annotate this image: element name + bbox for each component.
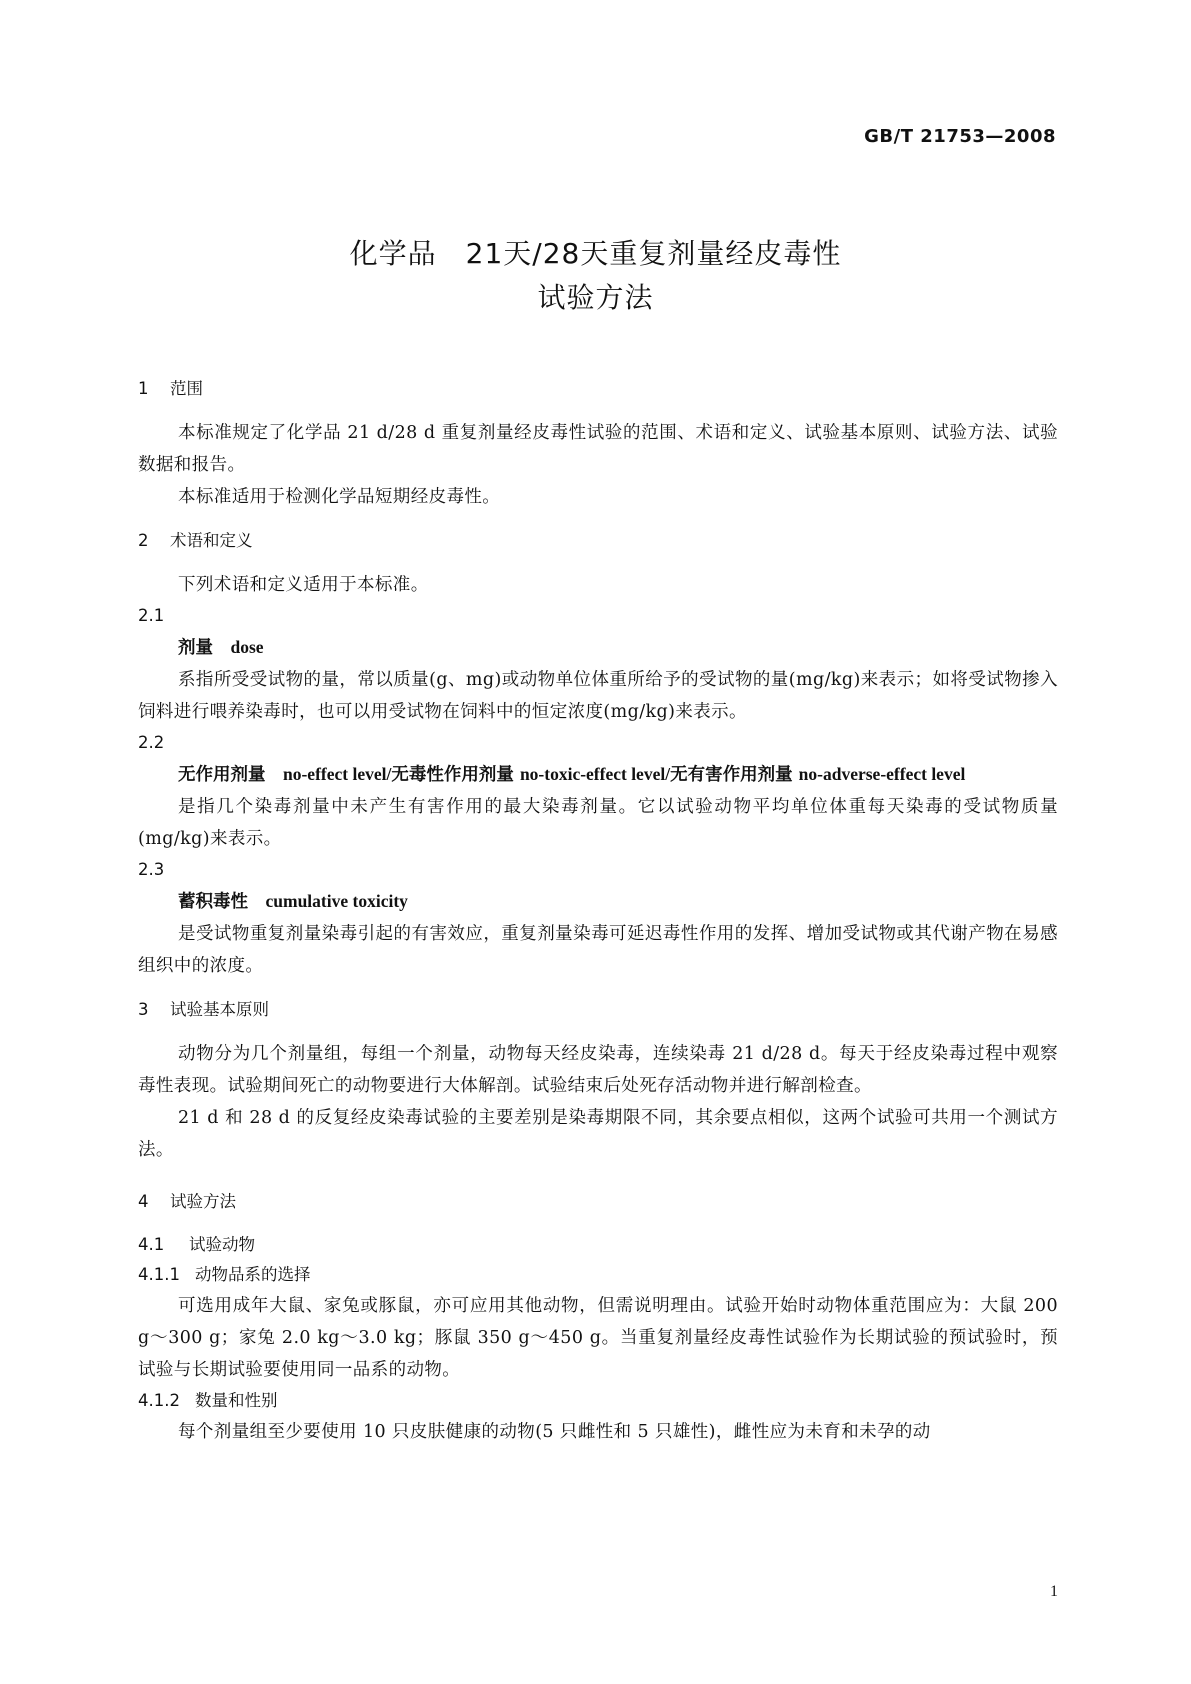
paragraph: 本标准规定了化学品 21 d/28 d 重复剂量经皮毒性试验的范围、术语和定义、试验基本原则、试验方法、试验数据和报告。 bbox=[138, 423, 1058, 475]
term-en: no-adverse-effect level bbox=[798, 764, 966, 784]
paragraph: 21 d 和 28 d 的反复经皮染毒试验的主要差别是染毒期限不同，其余要点相似，这两个试验可共用一个测试方法。 bbox=[138, 1108, 1058, 1160]
section-number: 2 bbox=[138, 531, 149, 550]
term-number: 2.3 bbox=[138, 860, 165, 879]
subsection-heading-4-1 bbox=[138, 1230, 1058, 1260]
subsection-title: 试验动物 bbox=[189, 1235, 255, 1254]
section-heading-2 bbox=[138, 527, 1058, 555]
term-number: 2.1 bbox=[138, 606, 165, 625]
term-zh: 无有害作用剂量 bbox=[670, 765, 793, 785]
term-en: dose bbox=[230, 637, 264, 657]
subsection-number: 4.1.2 bbox=[138, 1391, 180, 1410]
document-title-line-2: 试验方法 bbox=[537, 281, 654, 314]
term-heading bbox=[138, 885, 1058, 918]
paragraph: 本标准适用于检测化学品短期经皮毒性。 bbox=[178, 487, 501, 507]
subsection-title: 数量和性别 bbox=[195, 1391, 278, 1410]
section-number: 3 bbox=[138, 1000, 149, 1019]
standard-code: GB/T 21753—2008 bbox=[864, 126, 1056, 147]
document-body bbox=[138, 375, 1058, 1448]
term-heading bbox=[138, 631, 1058, 664]
subsection-number: 4.1 bbox=[138, 1235, 165, 1254]
paragraph: 可选用成年大鼠、家兔或豚鼠，亦可应用其他动物，但需说明理由。试验开始时动物体重范围应为：大鼠 200 g～300 g；家兔 2.0 kg～3.0 kg；豚鼠 350 g～450 g。当重复剂量经皮毒性试验作为长期试验的预试验时，预试验与长期试验要使用同一品系的动物。 bbox=[138, 1296, 1058, 1380]
paragraph: 下列术语和定义适用于本标准。 bbox=[178, 575, 429, 595]
term-zh: 剂量 bbox=[178, 638, 213, 658]
section-title: 试验基本原则 bbox=[170, 1000, 269, 1019]
term-en: no-effect level/ bbox=[283, 764, 392, 784]
subsection-heading-4-1-1 bbox=[138, 1260, 1058, 1290]
section-number: 4 bbox=[138, 1192, 149, 1211]
paragraph: 每个剂量组至少要使用 10 只皮肤健康的动物(5 只雌性和 5 只雄性)，雌性应为未育和未孕的动 bbox=[178, 1422, 931, 1442]
term-definition: 是受试物重复剂量染毒引起的有害效应，重复剂量染毒可延迟毒性作用的发挥、增加受试物或其代谢产物在易感组织中的浓度。 bbox=[138, 924, 1058, 976]
section-heading-4 bbox=[138, 1188, 1058, 1216]
section-heading-3 bbox=[138, 996, 1058, 1024]
document-title-line-1: 化学品 21天/28天重复剂量经皮毒性 bbox=[349, 237, 842, 270]
term-definition: 系指所受受试物的量，常以质量(g、mg)或动物单位体重所给予的受试物的量(mg/kg)来表示；如将受试物掺入饲料进行喂养染毒时，也可以用受试物在饲料中的恒定浓度(mg/kg)来表示。 bbox=[138, 670, 1058, 722]
page-number: 1 bbox=[1050, 1583, 1058, 1600]
subsection-heading-4-1-2 bbox=[138, 1386, 1058, 1416]
subsection-number: 4.1.1 bbox=[138, 1265, 180, 1284]
section-title: 试验方法 bbox=[170, 1192, 236, 1211]
term-heading bbox=[138, 758, 1058, 791]
term-number: 2.2 bbox=[138, 733, 165, 752]
term-zh: 无作用剂量 bbox=[178, 765, 266, 785]
section-number: 1 bbox=[138, 379, 149, 398]
term-zh: 无毒性作用剂量 bbox=[391, 765, 514, 785]
term-en: cumulative toxicity bbox=[265, 891, 408, 911]
section-title: 范围 bbox=[170, 379, 203, 398]
section-title: 术语和定义 bbox=[170, 531, 253, 550]
section-heading-1 bbox=[138, 375, 1058, 403]
term-zh: 蓄积毒性 bbox=[178, 892, 248, 912]
paragraph: 动物分为几个剂量组，每组一个剂量，动物每天经皮染毒，连续染毒 21 d/28 d。每天于经皮染毒过程中观察毒性表现。试验期间死亡的动物要进行大体解剖。试验结束后处死存活动物并进行解剖检查。 bbox=[138, 1044, 1058, 1096]
subsection-title: 动物品系的选择 bbox=[195, 1265, 311, 1284]
term-en: no-toxic-effect level/ bbox=[519, 764, 671, 784]
term-definition: 是指几个染毒剂量中未产生有害作用的最大染毒剂量。它以试验动物平均单位体重每天染毒的受试物质量(mg/kg)来表示。 bbox=[138, 797, 1058, 849]
